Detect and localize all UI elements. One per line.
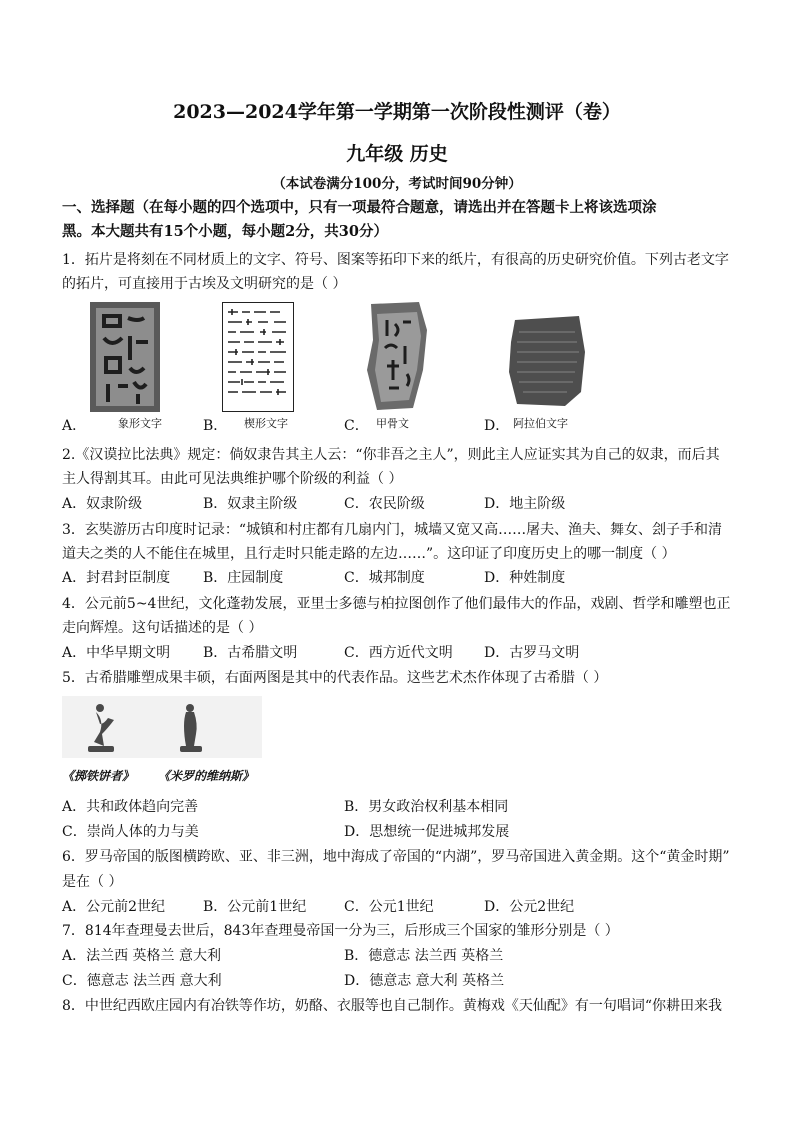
q2-option-c: C．农民阶级: [344, 496, 425, 512]
q3-option-b: B．庄园制度: [203, 570, 284, 586]
q5-option-d: D．思想统一促进城邦发展: [344, 824, 510, 840]
q7-option-a: A．法兰西 英格兰 意大利: [62, 948, 222, 964]
q3-option-c: C．城邦制度: [344, 570, 425, 586]
q1-option-b-caption: 楔形文字: [244, 417, 288, 430]
q3-stem-line1: 3．玄奘游历古印度时记录：“城镇和村庄都有几扇内门，城墙又宽又高……屠夫、渔夫、舞女、刽子手和清: [62, 522, 723, 538]
q5-stem-line1: 5．古希腊雕塑成果丰硕，右面两图是其中的代表作品。这些艺术杰作体现了古希腊（ ）: [62, 670, 608, 686]
exam-title: 2023—2024学年第一学期第一次阶段性测评（卷）: [173, 101, 621, 123]
exam-note: （本试卷满分100分，考试时间90分钟）: [272, 176, 522, 192]
q1-option-a-caption: 象形文字: [118, 417, 162, 430]
q3-stem-line2: 道夫之类的人不能住在城里，且行走时只能走路的左边……”。这印证了印度历史上的哪一制度（ ）: [62, 546, 676, 562]
q4-stem-line2: 走向辉煌。这句话描述的是（ ）: [62, 620, 263, 636]
q4-option-c: C．西方近代文明: [344, 645, 453, 661]
arabic-script-rubbing-image: [505, 312, 589, 408]
q1-stem-line1: 1．拓片是将刻在不同材质上的文字、符号、图案等拓印下来的纸片，有很高的历史研究价值。下列古老文字: [62, 252, 729, 268]
q5-option-b: B．男女政治权利基本相同: [344, 799, 509, 815]
q4-stem-line1: 4．公元前5~4世纪，文化蓬勃发展，亚里士多德与柏拉图创作了他们最伟大的作品，戏剧、哲学和雕塑也正: [62, 596, 731, 612]
q2-option-d: D．地主阶级: [484, 496, 566, 512]
q6-option-a: A．公元前2世纪: [62, 899, 166, 915]
q2-stem-line2: 主人得割其耳。由此可见法典维护哪个阶级的利益（ ）: [62, 471, 403, 487]
q1-option-c-caption: 甲骨文: [376, 417, 409, 430]
hieroglyph-rubbing-image: [90, 302, 160, 412]
q6-stem-line1: 6．罗马帝国的版图横跨欧、亚、非三洲，地中海成了帝国的“内湖”，罗马帝国进入黄金期。这个“黄金时期”: [62, 849, 730, 865]
q2-option-b: B．奴隶主阶级: [203, 496, 298, 512]
q2-stem-line1: 2.《汉谟拉比法典》规定：倘奴隶告其主人云：“你非吾之主人”，则此主人应证实其为自己的奴隶，而后其: [62, 447, 720, 463]
q1-option-d-label: D．: [484, 418, 510, 434]
q5-option-c: C．崇尚人体的力与美: [62, 824, 199, 840]
q7-option-d: D．德意志 意大利 英格兰: [344, 973, 505, 989]
q6-option-c: C．公元1世纪: [344, 899, 434, 915]
q5-option-a: A．共和政体趋向完善: [62, 799, 199, 815]
q2-option-a: A．奴隶阶级: [62, 496, 143, 512]
q5-caption-discobolus: 《掷铁饼者》: [62, 769, 135, 783]
q7-stem-line1: 7．814年查理曼去世后，843年查理曼帝国一分为三，后形成三个国家的雏形分别是（ ）: [62, 923, 619, 939]
cuneiform-rubbing-image: [222, 302, 294, 412]
q6-option-d: D．公元2世纪: [484, 899, 575, 915]
q4-option-b: B．古希腊文明: [203, 645, 298, 661]
sculpture-photos-image: [62, 696, 262, 758]
oracle-bone-rubbing-image: [363, 300, 433, 412]
q5-caption-venus-de-milo: 《米罗的维纳斯》: [158, 769, 255, 783]
q1-stem-line2: 的拓片，可直接用于古埃及文明研究的是（ ）: [62, 276, 347, 292]
q1-option-b-label: B．: [203, 418, 228, 434]
q4-option-a: A．中华早期文明: [62, 645, 171, 661]
q6-option-b: B．公元前1世纪: [203, 899, 307, 915]
q7-option-c: C．德意志 法兰西 意大利: [62, 973, 222, 989]
q6-stem-line2: 是在（ ）: [62, 874, 123, 890]
section-heading-line1: 一、选择题（在每小题的四个选项中，只有一项最符合题意，请选出并在答题卡上将该选项涂: [62, 199, 657, 216]
exam-subtitle: 九年级 历史: [346, 143, 448, 165]
q1-option-a-label: A．: [62, 418, 87, 434]
q3-option-d: D．种姓制度: [484, 570, 566, 586]
q8-stem-line1: 8．中世纪西欧庄园内有冶铁等作坊，奶酪、衣服等也自己制作。黄梅戏《天仙配》有一句唱词“你耕田来我: [62, 998, 723, 1014]
q1-option-d-caption: 阿拉伯文字: [513, 417, 568, 430]
q3-option-a: A．封君封臣制度: [62, 570, 171, 586]
q7-option-b: B．德意志 法兰西 英格兰: [344, 948, 504, 964]
q1-option-c-label: C．: [344, 418, 369, 434]
section-heading-line2: 黑。本大题共有15个小题，每小题2分，共30分）: [62, 223, 388, 240]
q4-option-d: D．古罗马文明: [484, 645, 580, 661]
